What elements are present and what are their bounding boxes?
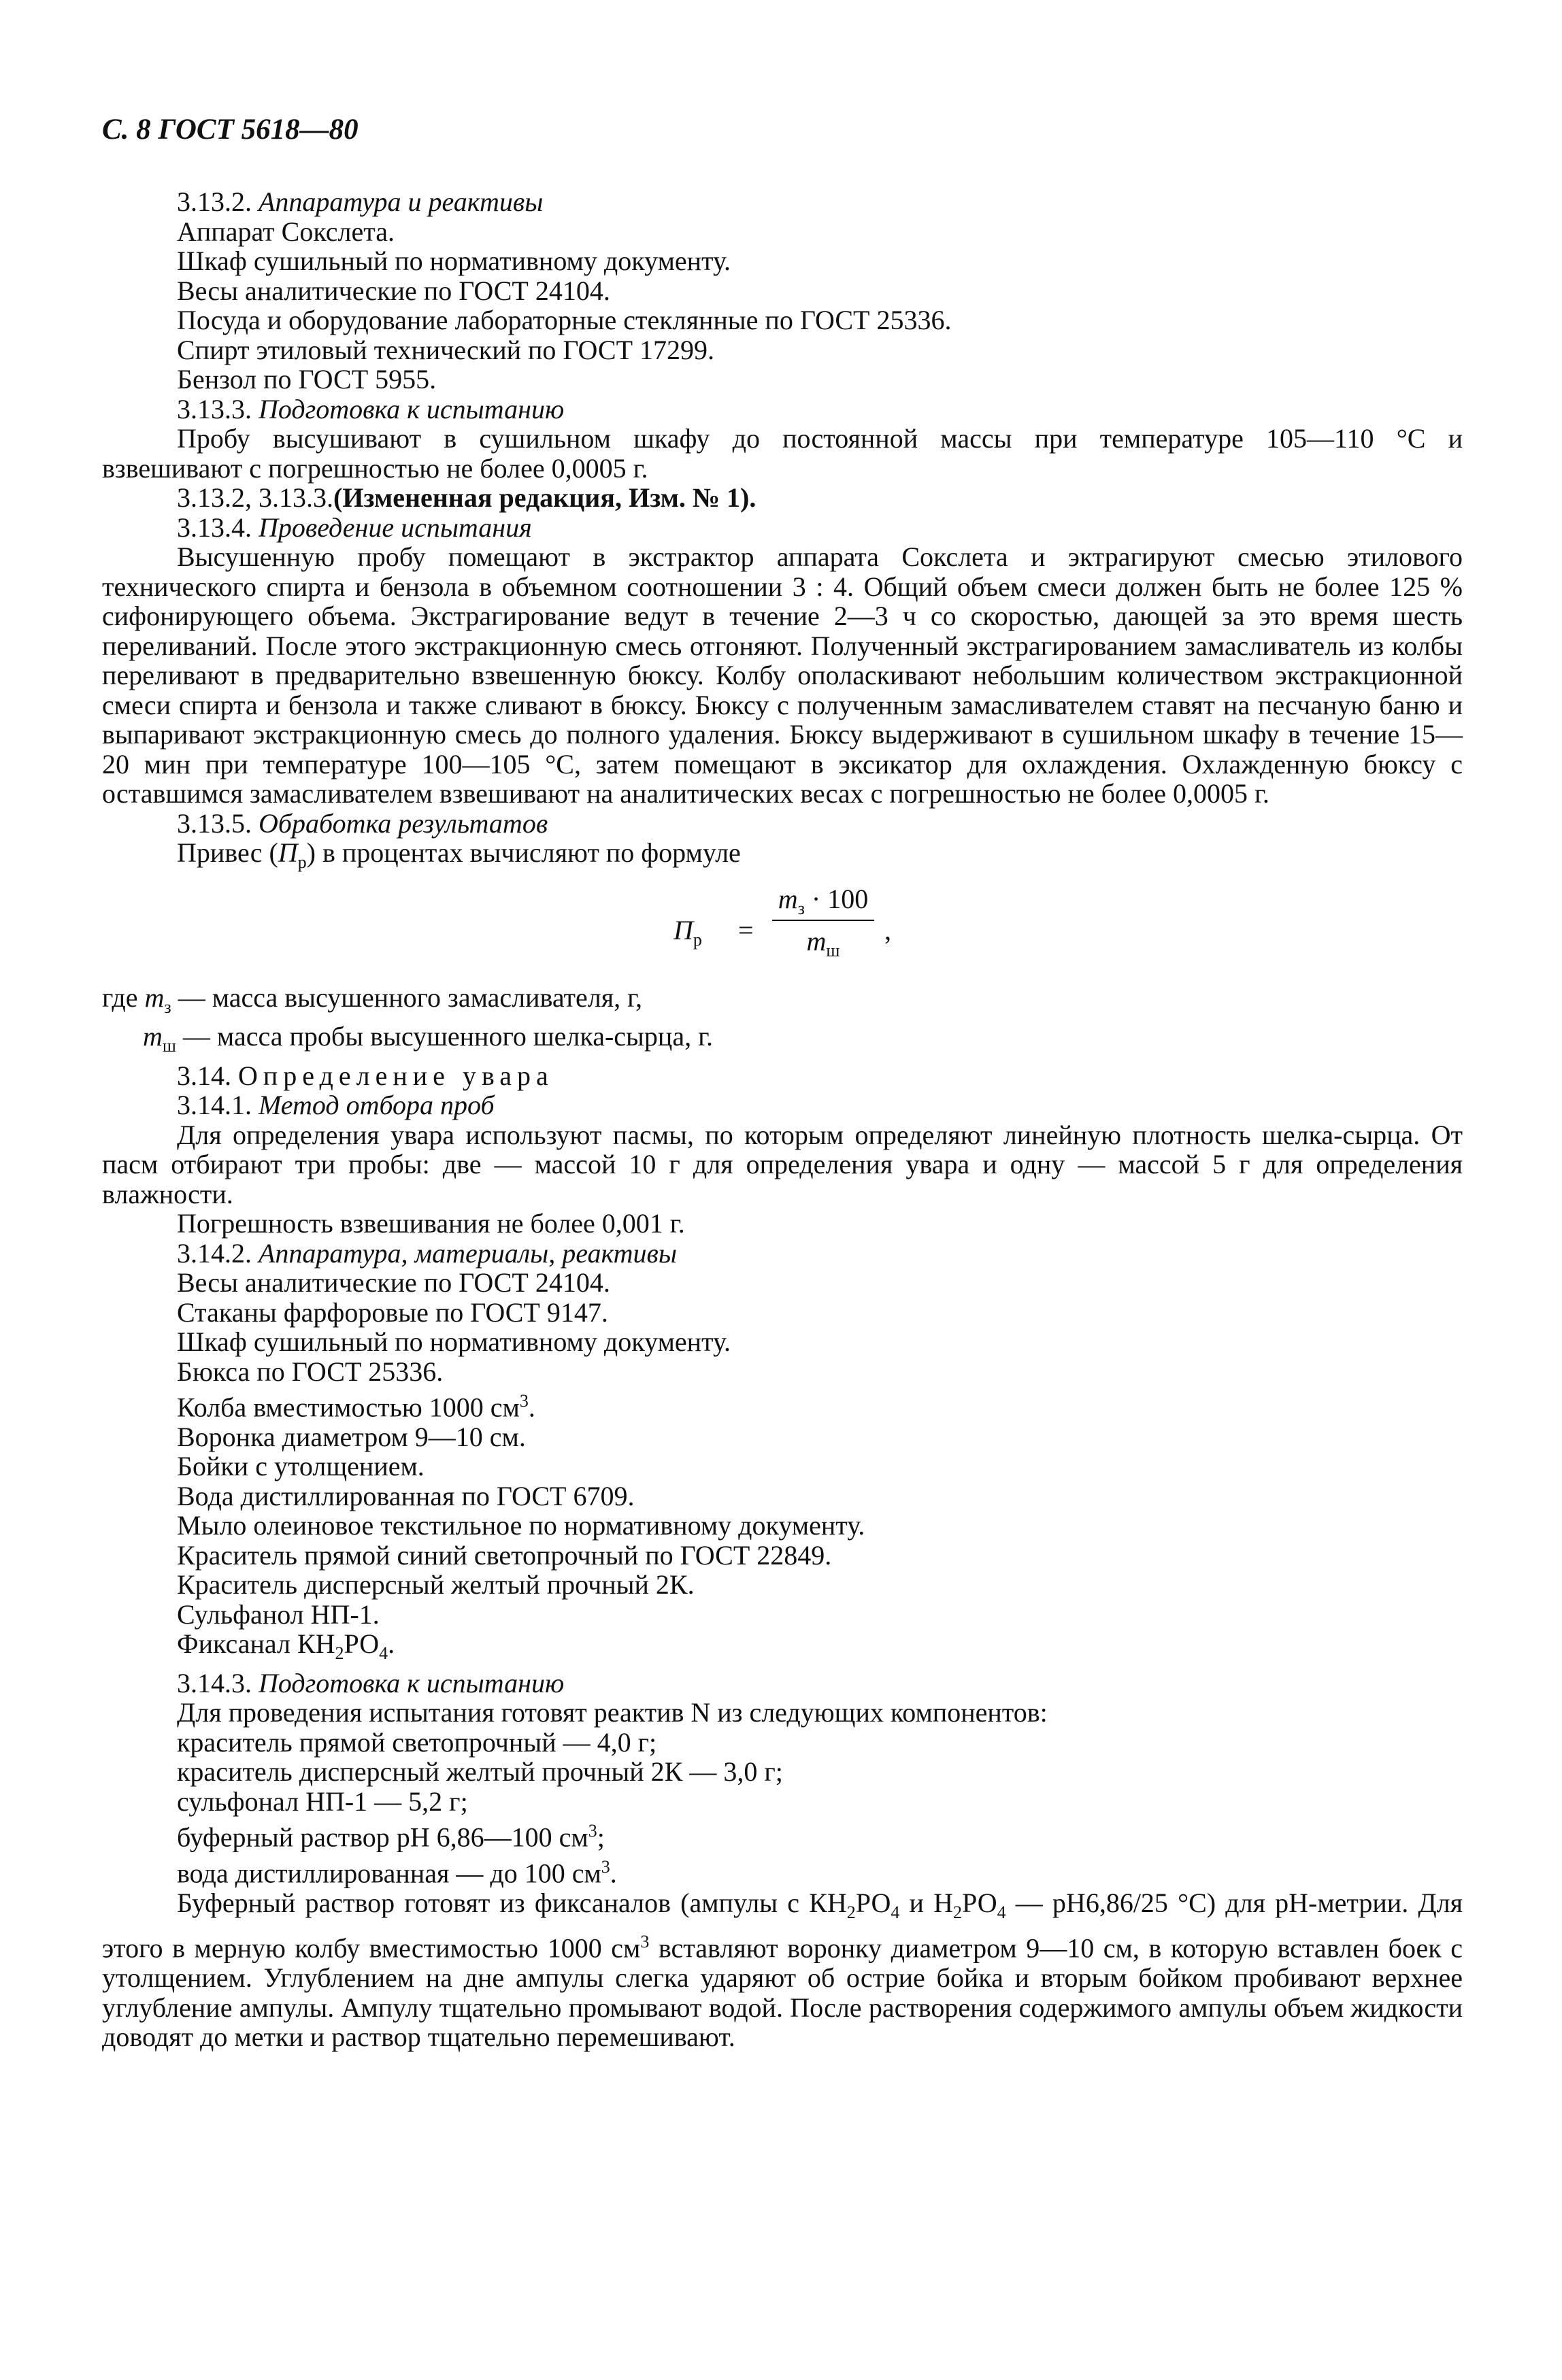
list-item: Шкаф сушильный по нормативному документу. xyxy=(177,1326,731,1357)
text: где xyxy=(102,982,145,1013)
list-item: Бензол по ГОСТ 5955. xyxy=(177,364,437,395)
where-line-2 xyxy=(102,1022,1463,1061)
list-item: Бюкса по ГОСТ 25336. xyxy=(177,1356,444,1387)
text: Фиксанал КН xyxy=(177,1628,335,1660)
text: РО xyxy=(344,1628,380,1660)
symbol: m xyxy=(143,1021,163,1052)
section-number: 3.14.1. xyxy=(177,1090,252,1120)
symbol: m xyxy=(144,982,165,1013)
text: . xyxy=(610,1858,617,1889)
list-item: Бойки с утолщением. xyxy=(177,1451,425,1482)
list-item: сульфонал НП-1 — 5,2 г; xyxy=(177,1786,468,1817)
section-number: 3.13.4. xyxy=(177,512,252,543)
list-item: Посуда и оборудование лабораторные стеклянные по ГОСТ 25336. xyxy=(177,305,952,335)
subscript: 4 xyxy=(997,1902,1006,1922)
section-title: Подготовка к испытанию xyxy=(259,393,565,424)
section-3-14-1-heading xyxy=(102,1090,1463,1120)
list-item: Вода дистиллированная по ГОСТ 6709. xyxy=(177,1480,635,1511)
list-item: Воронка диаметром 9—10 см. xyxy=(177,1421,526,1452)
subscript: з xyxy=(797,898,805,918)
list-item: Стаканы фарфоровые по ГОСТ 9147. xyxy=(177,1296,608,1328)
section-3-14-2-heading xyxy=(102,1239,1463,1269)
fraction-bar xyxy=(772,920,874,921)
section-number: 3.14.2. xyxy=(177,1237,252,1269)
subscript: ш xyxy=(826,940,840,960)
list-item: Сульфанол НП-1. xyxy=(177,1598,380,1630)
symbol: m xyxy=(806,925,827,956)
section-title: Аппаратура, материалы, реактивы xyxy=(259,1237,677,1269)
section-title: Проведение испытания xyxy=(259,512,532,543)
list-item: Аппарат Сокслета. xyxy=(177,216,395,247)
paragraph-line: Для проведения испытания готовят реактив N из следующих компонентов: xyxy=(177,1697,1048,1728)
list-item xyxy=(102,1852,1463,1888)
subscript: ш xyxy=(162,1036,176,1056)
list-item: Шкаф сушильный по нормативному документу. xyxy=(177,246,731,276)
subscript: з xyxy=(164,996,171,1017)
section-title: Обработка результатов xyxy=(259,807,548,839)
superscript: 3 xyxy=(588,1821,597,1841)
section-number: 3.13.3. xyxy=(177,393,252,424)
amendment-refs: 3.13.2, 3.13.3. xyxy=(177,482,333,513)
symbol: m xyxy=(778,883,798,914)
list-item: краситель прямой светопрочный — 4,0 г; xyxy=(177,1726,657,1758)
text: вставляют воронку диаметром 9—10 см, в которую вставлен боек с утолщением. Углублением на дне ампулы слегка ударяют об острие бойка и вторым бойком пробивают верхнее углубление ампулы. Ампулу тщательно промывают водой. После растворения содержимого ампулы объем жидкости доводят до метки и раствор тщательно перемешивают. xyxy=(102,1932,1463,2053)
formula-intro xyxy=(102,838,1463,877)
section-title: Определение увара xyxy=(238,1060,554,1091)
section-number: 3.14. xyxy=(177,1060,231,1091)
text: буферный раствор рН 6,86—100 см xyxy=(177,1822,588,1853)
text: ) в процентах вычисляют по формуле xyxy=(306,837,741,868)
paragraph xyxy=(102,1888,1463,2052)
list-item: Весы аналитические по ГОСТ 24104. xyxy=(177,275,610,306)
section-3-13-4-heading xyxy=(102,513,1463,543)
text: . xyxy=(528,1392,535,1423)
text: · 100 xyxy=(804,883,869,914)
text: — рН6,86/25 °С) для рН-метрии. Для этого в мерную колбу вместимостью 1000 см xyxy=(102,1887,1463,1964)
subscript: 2 xyxy=(846,1902,856,1922)
list-item xyxy=(102,1386,1463,1422)
list-item: Краситель прямой синий светопрочный по ГОСТ 22849. xyxy=(177,1539,832,1571)
paragraph: Для определения увара используют пасмы, по которым определяют линейную плотность шелка-сырца. От пасм отбирают три пробы: две — массой 10 г для определения увара и одну — массой 5 г для определения влажности. xyxy=(102,1119,1463,1209)
list-item xyxy=(102,1816,1463,1852)
subscript: 2 xyxy=(335,1643,344,1664)
section-3-13-3-heading xyxy=(102,395,1463,424)
formula xyxy=(102,880,1463,979)
text: — масса высушенного замасливателя, г, xyxy=(171,982,643,1013)
subscript: р xyxy=(693,929,702,950)
superscript: 3 xyxy=(601,1857,610,1877)
list-item xyxy=(102,1629,1463,1669)
document-page xyxy=(102,102,1463,2052)
superscript: 3 xyxy=(519,1391,529,1411)
formula-comma: , xyxy=(884,914,891,945)
section-title: Метод отбора проб xyxy=(259,1090,495,1120)
symbol: П xyxy=(278,837,298,868)
list-item: краситель дисперсный желтый прочный 2К — 3,0 г; xyxy=(177,1756,783,1788)
text: вода дистиллированная — до 100 см xyxy=(177,1858,601,1889)
list-item: Мыло олеиновое текстильное по нормативному документу. xyxy=(177,1510,865,1541)
superscript: 3 xyxy=(640,1932,650,1952)
formula-numerator xyxy=(776,883,871,919)
text: — масса пробы высушенного шелка-сырца, г. xyxy=(176,1021,713,1052)
text: и Н xyxy=(899,1887,953,1918)
subscript: 4 xyxy=(891,1902,900,1922)
paragraph-line: Погрешность взвешивания не более 0,001 г. xyxy=(177,1208,685,1239)
amendment-text: (Измененная редакция, Изм. № 1). xyxy=(333,482,757,513)
paragraph-line: взвешивают с погрешностью не более 0,0005 г. xyxy=(102,452,648,484)
section-3-13-2-heading xyxy=(102,187,1463,217)
text: Привес ( xyxy=(177,837,278,868)
page-header: С. 8 ГОСТ 5618—80 xyxy=(102,114,359,146)
formula-equals: = xyxy=(738,914,754,945)
section-number: 3.13.2. xyxy=(177,186,252,217)
section-number: 3.13.5. xyxy=(177,807,252,839)
formula-lhs xyxy=(674,914,702,950)
amendment-note xyxy=(102,483,1463,513)
paragraph: Высушенную пробу помещают в экстрактор аппарата Сокслета и эктрагируют смесью этилового технического спирта и бензола в объемном соотношении 3 : 4. Общий объем смеси должен быть не более 125 % сифонирующего объема. Экстрагирование ведут в течение 2—3 ч со скоростью, дающей за это время шесть переливаний. После этого экстракционную смесь отгоняют. Полученный экстрагированием замасливатель из колбы переливают в предварительно взвешенную бюксу. Колбу ополаскивают небольшим количеством экстракционной смеси спирта и бензола и также сливают в бюксу. Бюксу с полученным замасливателем ставят на песчаную баню и выпаривают экстракционную смесь до полного удаления. Бюксу выдерживают в сушильном шкафу в течение 15—20 мин при температуре 100—105 °С, затем помещают в эксикатор для охлаждения. Охлажденную бюксу с оставшимся замасливателем взвешивают на аналитических весах с погрешностью не более 0,0005 г. xyxy=(102,541,1463,809)
section-title: Подготовка к испытанию xyxy=(259,1667,565,1698)
subscript: р xyxy=(297,852,307,872)
text: ; xyxy=(597,1822,605,1853)
text: Буферный раствор готовят из фиксаналов (ампулы с КН xyxy=(177,1887,847,1918)
list-item: Краситель дисперсный желтый прочный 2К. xyxy=(177,1569,695,1600)
section-title: Аппаратура и реактивы xyxy=(259,186,544,217)
subscript: 2 xyxy=(952,1902,962,1922)
text: . xyxy=(388,1628,395,1660)
paragraph-line: Пробу высушивают в сушильном шкафу до постоянной массы при температуре 105—110 °С и xyxy=(177,423,1463,454)
list-item: Спирт этиловый технический по ГОСТ 17299. xyxy=(177,334,715,365)
formula-denominator xyxy=(776,925,871,961)
list-item: Весы аналитические по ГОСТ 24104. xyxy=(177,1267,610,1298)
text: РО xyxy=(855,1887,891,1918)
where-line-1 xyxy=(102,983,1463,1022)
text: РО xyxy=(961,1887,997,1918)
section-number: 3.14.3. xyxy=(177,1667,252,1698)
section-3-14-3-heading xyxy=(102,1669,1463,1698)
section-3-13-5-heading xyxy=(102,809,1463,839)
subscript: 4 xyxy=(379,1643,388,1664)
symbol: П xyxy=(674,914,693,945)
text: Колба вместимостью 1000 см xyxy=(177,1392,520,1423)
section-3-14-heading xyxy=(102,1061,1463,1091)
